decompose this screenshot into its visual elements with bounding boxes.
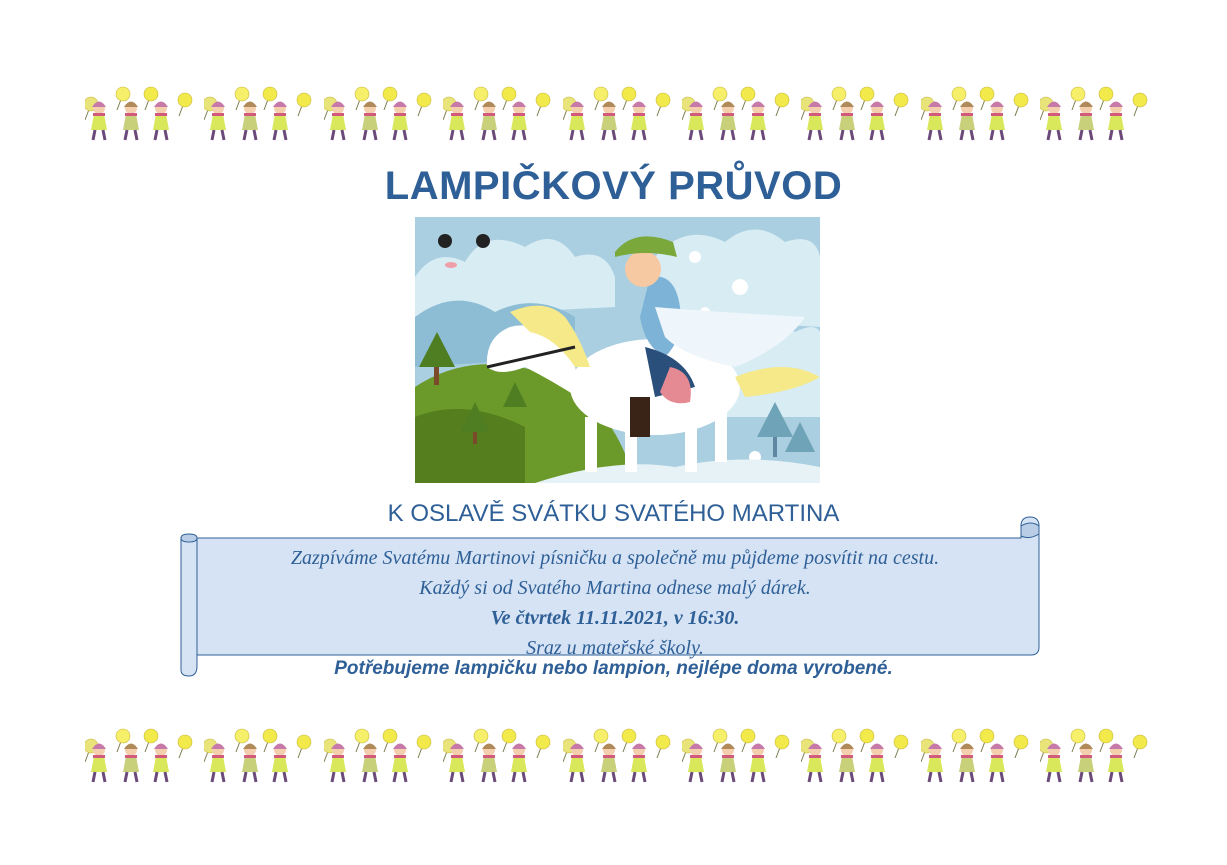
children-with-lanterns-icon [801, 86, 911, 144]
children-with-lanterns-icon [85, 728, 195, 786]
children-with-lanterns-icon [324, 728, 434, 786]
children-with-lanterns-icon [563, 728, 673, 786]
scroll-line-meeting: Sraz u mateřské školy. [526, 637, 704, 659]
children-with-lanterns-icon [1040, 86, 1150, 144]
children-with-lanterns-icon [801, 728, 911, 786]
children-with-lanterns-icon [1040, 728, 1150, 786]
children-with-lanterns-icon [682, 86, 792, 144]
saint-martin-on-horse-image [415, 217, 820, 483]
children-with-lanterns-icon [921, 86, 1031, 144]
scroll-line-gift: Každý si od Svatého Martina odnese malý dárek. [419, 577, 811, 599]
children-with-lanterns-icon [443, 728, 553, 786]
children-with-lanterns-icon [443, 86, 553, 144]
scroll-text [190, 543, 1040, 663]
saint-martin-illustration [415, 217, 820, 483]
children-with-lanterns-icon [563, 86, 673, 144]
children-with-lanterns-icon [921, 728, 1031, 786]
scroll-line-invitation: Zazpíváme Svatému Martinovi písničku a společně mu půjdeme posvítit na cestu. [290, 547, 940, 569]
children-with-lanterns-icon [682, 728, 792, 786]
event-subtitle: K OSLAVĚ SVÁTKU SVATÉHO MARTINA [387, 500, 840, 527]
page-title: LAMPIČKOVÝ PRŮVOD [384, 164, 843, 208]
scroll-line-date: Ve čtvrtek 11.11.2021, v 16:30. [490, 607, 740, 629]
bottom-lantern-border [85, 728, 1150, 786]
children-with-lanterns-icon [324, 86, 434, 144]
top-lantern-border [85, 86, 1150, 144]
children-with-lanterns-icon [204, 728, 314, 786]
children-with-lanterns-icon [204, 86, 314, 144]
lantern-note: Potřebujeme lampičku nebo lampion, nejlépe doma vyrobené. [334, 658, 893, 679]
children-with-lanterns-icon [85, 86, 195, 144]
